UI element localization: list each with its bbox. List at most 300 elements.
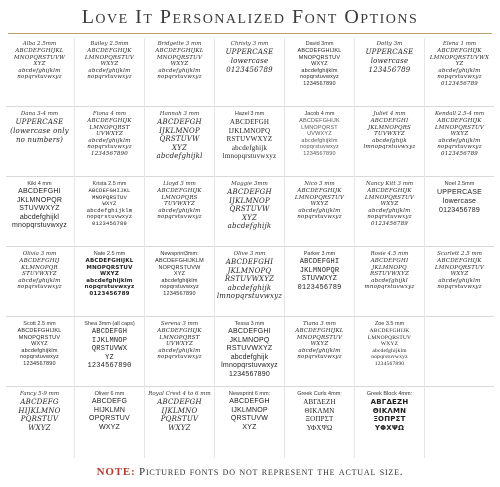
font-sample-line: nopqrstuvwxyz xyxy=(371,354,408,361)
font-name-label: Dana 3-4 mm xyxy=(20,111,59,117)
font-sample-line: ABCDEFGHI xyxy=(299,258,340,266)
font-sample-line: abcdefghijklm xyxy=(438,67,481,74)
font-sample-cell xyxy=(76,248,143,314)
page-title: Love It Personalized Font Options xyxy=(81,6,419,28)
font-sample-line: abcdefghijklm xyxy=(372,347,407,354)
font-sample-line: WXYZ xyxy=(450,271,469,278)
font-sample-line: abcdefghijklm xyxy=(298,347,341,354)
row-divider xyxy=(6,316,494,317)
font-sample-line: ABCDEFGH xyxy=(91,328,128,336)
column-divider xyxy=(214,38,215,458)
font-sample-cell xyxy=(286,38,353,104)
font-name-label: Fancy 5-9 mm xyxy=(19,391,60,397)
font-sample-cell xyxy=(426,108,493,174)
font-name-label: Olivia 3 mm xyxy=(22,251,57,257)
font-sample-line: LMNOPQRS xyxy=(161,194,198,201)
font-sample-line: lmnopqrstuvwxyz xyxy=(363,144,416,151)
font-sample-line: PQRSTUV xyxy=(160,415,199,423)
font-name-label: Bailey 2.5mm xyxy=(90,41,129,47)
font-sample-line: 0123456789 xyxy=(441,80,478,87)
font-sample-line: ABCDEFGHIJKL xyxy=(155,48,204,54)
font-sample-line: XYZ xyxy=(242,423,257,431)
font-row xyxy=(6,248,494,314)
font-sample-line: JKLMNOPQ xyxy=(372,264,407,271)
font-row xyxy=(6,388,494,454)
font-sample-line: ABCDEFGHIJKL xyxy=(85,258,134,264)
font-sample-line: LMNOPQRSTUV xyxy=(434,264,485,271)
font-sample-line: 1234567890 xyxy=(303,80,336,87)
font-name-label: Newsprint 6 mm: xyxy=(228,391,271,397)
font-name-label: Lloyd 3 mm xyxy=(163,181,196,187)
font-sample-cell xyxy=(356,248,423,314)
font-sample-cell xyxy=(216,178,283,244)
font-sample-line: abcdefghijkl xyxy=(19,213,60,221)
font-sample-line: 0123456789 xyxy=(89,290,130,297)
font-name-label: Oliver 6 mm xyxy=(94,391,125,397)
font-sample-line: abcdefghijklm xyxy=(301,67,338,74)
font-sample-cell xyxy=(356,178,423,244)
font-sample-line: MNOPQRSTUV xyxy=(91,193,127,201)
font-sample-line: 1234567890 xyxy=(303,150,336,157)
font-sample-line: UPPERCASE xyxy=(365,48,414,56)
font-sample-cell xyxy=(426,318,493,384)
font-name-label: Nico 3 mm xyxy=(304,181,335,187)
font-sample-line: abcdefghijklm xyxy=(86,206,133,214)
row-divider xyxy=(6,106,494,107)
font-sample-line: abcdefghijk xyxy=(372,137,407,144)
font-sample-cell xyxy=(146,248,213,314)
font-sample-line: ABCDEFGHIJKLM xyxy=(155,258,204,264)
font-sample-line: abcdefghijk xyxy=(227,283,272,292)
font-sample-line: nopqrstuvwxyz xyxy=(437,284,482,291)
font-sample-line: XYZ xyxy=(171,143,188,152)
font-sample-line: ABCDEFGHIJK xyxy=(157,328,202,334)
font-name-label: Serena 3 mm xyxy=(160,321,199,327)
font-sample-cell xyxy=(76,38,143,104)
font-name-label: Noel 2.5mm xyxy=(444,181,475,187)
font-sample-line: QRSTUVW xyxy=(159,135,200,143)
font-sample-line: WXYZ xyxy=(28,423,51,432)
font-sample-line: ABCDEFGHIJK xyxy=(299,118,340,124)
font-sample-line: RSTUVWXYZ xyxy=(226,345,273,352)
font-sample-cell xyxy=(216,318,283,384)
column-divider xyxy=(74,38,75,458)
font-sample-line: UVWXYZ xyxy=(96,131,123,138)
font-sample-line: abcdefghijklm xyxy=(88,137,131,144)
font-sample-line: IJKLMNO xyxy=(161,406,198,415)
font-sample-line: RSTUVWXYZ xyxy=(226,135,273,143)
note-text: Pictured fonts do not represent the actual size. xyxy=(139,466,404,478)
font-sample-line: nopqrstuvwxyz xyxy=(367,214,412,221)
font-row xyxy=(6,178,494,244)
font-sample-line: PQRSTUV xyxy=(20,415,59,423)
font-sample-line: HIJKLMNO xyxy=(18,406,61,415)
font-name-label: Parker 3 mm xyxy=(303,251,336,257)
font-sample-line: abcdefghijklm xyxy=(368,207,411,214)
font-sample-line: ABCDEFGHIJK xyxy=(87,48,132,54)
font-sample-line: MNOPQRSTUVW xyxy=(13,54,66,61)
font-name-label: Dotty 3m xyxy=(376,41,403,47)
font-sample-line: YZ xyxy=(105,353,114,362)
font-sample-cell xyxy=(6,38,73,104)
font-sample-cell xyxy=(356,318,423,384)
font-sample-line: ΑΒΓΔΕΖΗ xyxy=(303,398,336,406)
font-sample-line: nopqrstuvwxyz xyxy=(300,144,339,151)
row-divider xyxy=(6,176,494,177)
font-sample-line: ABCDEFGHIJK xyxy=(157,188,202,194)
font-sample-line: XYZ xyxy=(33,61,46,68)
title-divider xyxy=(8,33,492,34)
font-sample-line: 123456789 xyxy=(368,66,411,74)
font-sample-line: IJKLMNOP xyxy=(231,406,268,414)
font-sample-line: LMNOPQRST xyxy=(301,124,338,131)
font-sample-line: nopqrstuvwxyz xyxy=(300,74,339,81)
font-sample-cell xyxy=(426,38,493,104)
font-sample-line: 0123456789 xyxy=(371,220,408,227)
font-sample-cell xyxy=(216,38,283,104)
font-sample-line: IJKLMNOP xyxy=(91,336,128,345)
font-sample-line: abcdefghijklm xyxy=(298,207,341,214)
font-sample-line: IJKLMNOP xyxy=(229,196,270,205)
font-sample-line: nopqrstuvwxyz xyxy=(20,354,59,361)
font-sample-line: nopqrstuvwxyz xyxy=(17,284,62,291)
font-sample-line: ABCDEFGHIJKL xyxy=(295,328,344,334)
font-sample-line: XYZ xyxy=(241,213,258,222)
font-sample-line: abcdefghijklm xyxy=(86,277,133,284)
font-name-label: Hannah 3 mm xyxy=(159,111,200,117)
font-sample-line: 1234567890 xyxy=(23,360,56,367)
font-sample-line: WXYZ xyxy=(100,61,119,68)
font-sample-line: ABCDEFGHIJKL xyxy=(17,328,62,334)
font-sample-line: ABCDEFGHIJK xyxy=(437,118,482,124)
font-sample-cell xyxy=(76,318,143,384)
font-sample-line: abcdefghijklm xyxy=(158,347,201,354)
font-name-label: David 3mm xyxy=(305,41,334,47)
font-sample-line: abcdefghijk xyxy=(230,353,269,361)
font-sample-line: lmnopqrstuvwxyz xyxy=(221,362,278,369)
font-name-label: Scarlett 2.5 mm xyxy=(437,251,482,257)
font-sample-line: lowercase xyxy=(442,198,477,205)
font-name-label: Zoe 3.5 mm xyxy=(374,321,405,327)
font-sample-cell xyxy=(216,108,283,174)
font-sample-cell xyxy=(286,248,353,314)
font-sample-line: abcdefghijkl xyxy=(371,277,408,284)
font-sample-cell xyxy=(286,178,353,244)
font-sample-line: nopqrstuvwxyz xyxy=(157,214,202,221)
font-sample-line: ABCDEFGH xyxy=(157,398,202,406)
font-name-label: Scott 2.5 mm xyxy=(23,321,56,327)
font-sample-line: QRSTUVW xyxy=(230,415,269,422)
font-sample-line: 1234567890 xyxy=(91,150,128,157)
font-sample-line: MNOPQRSTUV xyxy=(156,54,203,61)
font-sample-line: MNOPQRSTUV xyxy=(18,334,61,341)
font-name-label: Elena 1 mm xyxy=(442,41,477,47)
font-sample-line: ABCDEFGHIJKL xyxy=(297,48,342,54)
font-sample-line: QRSTUVW xyxy=(229,205,270,213)
font-sample-cell xyxy=(76,178,143,244)
font-name-label: Newsprint3mm: xyxy=(160,251,199,257)
font-name-label: Greek Block 4mm: xyxy=(366,391,413,397)
font-sample-line: ΥΦΧΨΩ xyxy=(374,423,405,432)
font-sample-cell xyxy=(6,248,73,314)
font-sample-cell xyxy=(286,108,353,174)
font-sample-cell xyxy=(286,388,353,454)
font-sample-line: 0123456789 xyxy=(297,283,342,292)
font-sample-line: ΘΙΚΛΜΝ xyxy=(304,406,335,415)
font-sample-line: QRSTUVWX xyxy=(91,345,128,353)
font-sample-line: nopqrstuvwxyz xyxy=(87,74,132,81)
font-sample-line: mnopqrstuvwxyz xyxy=(12,222,67,229)
column-divider xyxy=(354,38,355,458)
font-sample-line: KLMNOPQR xyxy=(21,264,58,271)
row-divider xyxy=(6,386,494,387)
font-name-label: Maggie 3mm xyxy=(231,181,268,187)
font-sample-line: JKLMNOPQ xyxy=(227,266,272,275)
font-sample-line: lowercase xyxy=(230,57,269,65)
font-sample-line: ABCDEFGHIJK xyxy=(87,118,132,124)
font-name-label: Krista 2.5 mm xyxy=(92,181,127,187)
font-sample-line: IJKLMNOP xyxy=(159,126,200,135)
font-sample-line: ABCDEFGHI xyxy=(225,258,274,266)
note-lead: NOTE: xyxy=(96,466,136,478)
font-sample-cell xyxy=(6,178,73,244)
font-sample-line: ABCDEFGHI xyxy=(370,118,409,124)
font-name-label: Rosie 4.5 mm xyxy=(370,251,409,257)
font-sample-line: MNOPQRSTUV xyxy=(86,264,133,271)
font-sample-line: no numbers) xyxy=(15,136,64,144)
font-sample-line: STUVWXYZ xyxy=(301,275,338,283)
font-sample-line: nopqrstuvwxyz xyxy=(84,284,135,291)
font-sample-line: ABCDEFGH xyxy=(227,188,272,196)
font-sample-line: WXYZ xyxy=(380,201,399,208)
font-sample-line: XYZ xyxy=(173,271,186,278)
font-sample-line: nopqrstuvwxyz xyxy=(86,213,133,221)
font-sample-cell xyxy=(76,388,143,454)
font-sample-line: (lowercase only xyxy=(10,127,69,135)
font-sample-line: nopqrstuvwxyz xyxy=(297,214,342,221)
font-sample-line: STUVWXYZ xyxy=(19,205,60,212)
font-name-label: Christy 3 mm xyxy=(230,41,269,47)
font-grid xyxy=(6,38,494,458)
font-sample-line: ABCDEFGHIJK xyxy=(367,188,412,194)
font-sample-line: 0123456789 xyxy=(226,66,273,74)
font-sample-line: WXYZ xyxy=(450,131,469,138)
font-sample-line: 0123456789 xyxy=(91,219,127,227)
font-sample-line: UPPERCASE xyxy=(15,118,64,126)
font-sample-line: nopqrstuvwxyz xyxy=(87,144,132,151)
font-sample-line: JKLMNOPQRS xyxy=(367,124,412,131)
font-name-label: Kiki 4 mm xyxy=(27,181,52,187)
font-sample-line: WXYZ xyxy=(380,341,399,348)
font-sample-cell xyxy=(146,108,213,174)
font-sample-line: lmnopqrstuvwxyz xyxy=(222,152,277,160)
font-sample-line: JKLMNOPQ xyxy=(229,336,270,344)
font-sample-line: WXYZ xyxy=(98,423,121,431)
font-sample-line: IJKLMNOPQ xyxy=(228,126,271,135)
font-sample-line: mnopqrstuvwxyz xyxy=(364,284,415,291)
font-sample-line: nopqrstuvwxyz xyxy=(437,144,482,151)
font-name-label: Royal Crest 4 to 6 mm xyxy=(148,391,211,397)
font-row xyxy=(6,108,494,174)
font-sample-line: HIJKLMN xyxy=(93,406,126,414)
font-sample-cell xyxy=(76,108,143,174)
font-sample-line: ABCDEFGHIJKL xyxy=(88,187,131,194)
font-sample-line: LMNOPQRST xyxy=(159,334,200,341)
font-sample-line: abcdefghijklm xyxy=(438,137,481,144)
font-sample-line: ΘΙΚΛΜΝ xyxy=(372,406,407,415)
font-sample-line: LMNOPQRSTUV xyxy=(367,334,412,341)
font-sample-line: abcdefghijklm xyxy=(18,67,61,74)
font-sample-line: 0123456789 xyxy=(441,150,478,157)
row-divider xyxy=(6,246,494,247)
font-sample-line: nopqrstuvwxyz xyxy=(297,354,342,361)
font-row xyxy=(6,38,494,104)
font-name-label: Jacob 4 mm xyxy=(304,111,335,117)
font-sample-line: OPQRSTUV xyxy=(89,415,130,422)
column-divider xyxy=(144,38,145,458)
font-name-label: Kendall 2.5-4 mm xyxy=(434,111,485,117)
font-sample-cell xyxy=(426,388,493,454)
font-sample-line: abcdefghijklm xyxy=(158,67,201,74)
font-sample-line: ABCDEFGHIJ xyxy=(19,258,60,264)
font-name-label: Tessa 3 mm xyxy=(234,321,265,327)
font-sample-line: WXYZ xyxy=(102,200,117,208)
font-sample-line: abcdefghijkl xyxy=(156,152,203,160)
font-sample-line: nopqrstuvwxyz xyxy=(160,284,199,291)
font-sample-line: UPPERCASE xyxy=(437,189,482,196)
font-sample-line: YZ xyxy=(455,61,464,68)
font-sample-line: UPPERCASE xyxy=(225,48,274,56)
font-name-label: Alba 2.5mm xyxy=(22,41,57,47)
font-sample-line: MNOPQRSTUV xyxy=(298,54,341,61)
font-sample-line: WXYZ xyxy=(170,61,189,68)
font-sample-line: JKLMNOPQR xyxy=(299,266,340,275)
font-sample-line: LMNOPQRSTUV xyxy=(84,54,135,61)
font-sample-cell xyxy=(146,38,213,104)
font-sample-line: ABCDEFG xyxy=(20,398,59,406)
column-divider xyxy=(284,38,285,458)
font-sample-line: ABCDEFGH xyxy=(229,398,270,405)
font-sample-cell xyxy=(426,248,493,314)
font-sample-line: ABCDEFGH xyxy=(157,118,202,126)
font-sample-line: ΑΒΓΔΕΖΗ xyxy=(370,398,409,406)
font-sample-cell xyxy=(356,38,423,104)
font-sample-line: ΥΦΧΨΩ xyxy=(306,423,333,432)
font-name-label: Bridgette 3 mm xyxy=(157,41,202,47)
size-note xyxy=(0,466,500,478)
font-sample-line: lowercase xyxy=(370,57,409,65)
font-sample-line: ABCDEFGHI xyxy=(228,328,271,335)
font-sample-cell xyxy=(146,388,213,454)
font-sample-line: abcdefghijklm xyxy=(158,207,201,214)
font-sample-line: WXYZ xyxy=(99,271,120,278)
font-sample-line: abcdefghijklm xyxy=(88,67,131,74)
font-sample-cell xyxy=(146,178,213,244)
font-sample-line: nopqrstuvwxyz xyxy=(157,354,202,361)
font-name-label: Shea 3mm (all caps) xyxy=(84,321,135,327)
font-sample-cell xyxy=(426,178,493,244)
font-sample-line: ABCDEFGHIJKL xyxy=(15,48,64,54)
font-sample-line: ΞΟΠΡΣΤ xyxy=(373,415,406,423)
font-sample-line: LMNOPQRSTUV xyxy=(364,194,415,201)
font-sample-cell xyxy=(356,108,423,174)
font-sample-line: LMNOPQRSTUV xyxy=(294,194,345,201)
font-sample-cell xyxy=(216,388,283,454)
font-sample-line: UVWXYZ xyxy=(166,341,193,348)
font-sample-line: ABCDEFGHIJK xyxy=(297,188,342,194)
font-sample-line: abcdefghijk xyxy=(231,143,268,152)
font-sample-line: JKLMNOPQR xyxy=(16,196,63,204)
font-sample-cell xyxy=(6,318,73,384)
font-sample-line: WXYZ xyxy=(168,423,191,432)
font-sample-line: ABCDEFG xyxy=(91,398,128,405)
font-sample-line: UVWXYZ xyxy=(307,131,332,138)
font-sample-line: nopqrstuvwxyz xyxy=(17,74,62,81)
font-sample-cell xyxy=(286,318,353,384)
font-sample-line: 1234567890 xyxy=(87,362,132,370)
font-sample-cell xyxy=(6,108,73,174)
font-sample-line: MNOPQRSTUV xyxy=(296,334,343,341)
font-sample-line: ABCDEFGH xyxy=(229,118,270,126)
font-sample-line: ABCDEFGHI xyxy=(18,188,61,195)
font-name-label: Tiana 3 mm xyxy=(303,321,336,327)
font-name-label: Nate 2.5 mm xyxy=(93,251,126,257)
font-sample-line: LMNOPQRSTUVWX xyxy=(429,54,490,61)
font-sample-cell xyxy=(6,388,73,454)
font-sample-line: abcdefghijk xyxy=(227,222,272,230)
font-sample-line: WXYZ xyxy=(310,201,329,208)
font-name-label: Fiona 4 mm xyxy=(92,111,127,117)
font-name-label: Greek Curls 4mm: xyxy=(297,391,342,397)
font-sample-line: WXYZ xyxy=(311,61,328,68)
font-sample-cell xyxy=(146,318,213,384)
font-sample-line: LMNOPQRSTUV xyxy=(434,124,485,131)
font-sample-line: 1234567890 xyxy=(229,370,270,378)
font-sample-line: LMNOPQRST xyxy=(89,124,130,131)
font-sample-line: 0123456789 xyxy=(439,207,480,214)
font-sample-line: NOPQRSTUVW xyxy=(158,264,201,271)
font-name-label: Hazel 3 mm xyxy=(234,111,265,117)
font-sample-line: TUVWXYZ xyxy=(374,131,405,138)
font-sample-line: STUVWXYZ xyxy=(22,271,57,278)
font-sample-line: nopqrstuvwxyz xyxy=(157,74,202,81)
font-sample-line: RSTUVWXYZ xyxy=(369,271,409,278)
font-sample-line: 1234567890 xyxy=(163,290,196,297)
column-divider xyxy=(424,38,425,458)
font-sample-line: abcdefghijklm xyxy=(301,137,338,144)
font-sample-line: ΞΟΠΡΣΤ xyxy=(305,415,334,423)
font-name-label: Nancy Kitt 3 mm xyxy=(365,181,414,187)
font-name-label: Juliet 4 mm xyxy=(373,111,406,117)
font-row xyxy=(6,318,494,384)
font-sample-line: TUVWXYZ xyxy=(164,201,195,208)
font-sample-line: ABCDEFGHIJK xyxy=(437,48,482,54)
font-sample-cell xyxy=(216,248,283,314)
font-sample-line: abcdefghijklm xyxy=(18,277,61,284)
font-sample-line: RSTUVWXYZ xyxy=(224,275,275,283)
font-sample-line: WXYZ xyxy=(31,341,48,348)
font-sample-line: 1234567890 xyxy=(374,360,405,367)
font-sample-line: abcdefghijklm xyxy=(21,347,58,354)
font-sample-line: ABCDEFGHI xyxy=(370,258,409,264)
font-sample-line: ABCDEFGHIJK xyxy=(369,328,410,334)
font-sample-line: WXYZ xyxy=(310,341,329,348)
font-sample-line: lmnopqrstuvwxyz xyxy=(216,292,283,300)
font-sample-line: abcdefghijklm xyxy=(161,277,198,284)
font-sample-cell xyxy=(356,388,423,454)
font-sample-line: ABCDEFGHIJK xyxy=(437,258,482,264)
font-name-label: Olive 3 mm xyxy=(233,251,266,257)
